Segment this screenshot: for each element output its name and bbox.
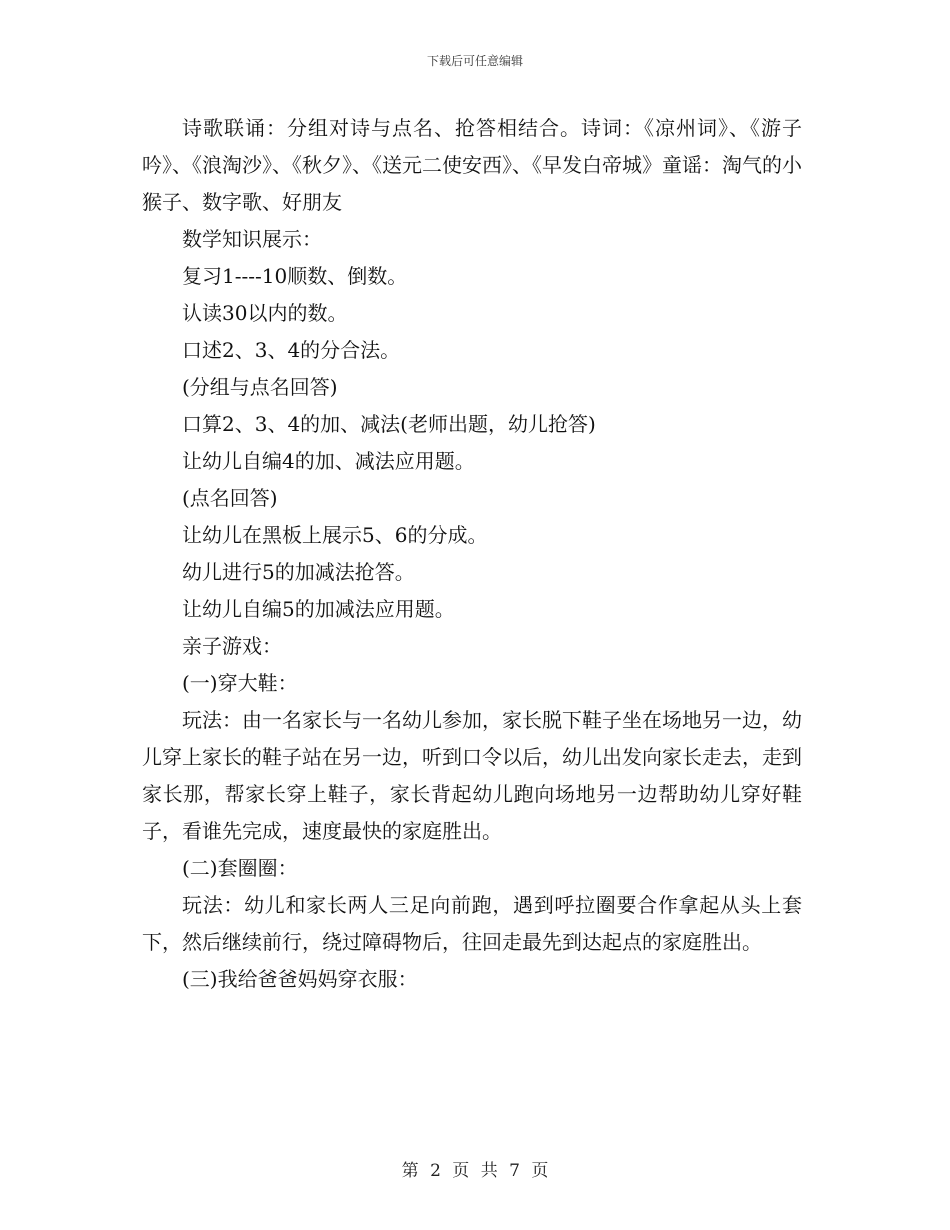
paragraph-game-2-rules: 玩法：幼儿和家长两人三足向前跑，遇到呼拉圈要合作拿起从头上套下，然后继续前行，绕过障碍物后，往回走最先到达起点的家庭胜出。 (142, 893, 802, 954)
paragraph-math-showcase-heading: 数学知识展示： (182, 227, 322, 251)
paragraph-self-made-problems-4: 让幼儿自编4的加、减法应用题。 (182, 449, 475, 473)
paragraph-game-3-title: (三)我给爸爸妈妈穿衣服： (182, 967, 418, 991)
paragraph-review-counting: 复习1----10顺数、倒数。 (182, 264, 408, 288)
paragraph-game-2-title: (二)套圈圈： (182, 856, 298, 880)
paragraph-game-1-title: (一)穿大鞋： (182, 671, 298, 695)
page-header: 下载后可任意编辑 (426, 54, 523, 68)
paragraph-roll-call-answer: (点名回答) (182, 486, 278, 510)
document-body (142, 110, 802, 998)
paragraph-self-made-problems-5: 让幼儿自编5的加减法应用题。 (182, 597, 455, 621)
paragraph-poetry-recital: 诗歌联诵：分组对诗与点名、抢答相结合。诗词：《凉州词》、《游子吟》、《浪淘沙》、《秋夕》、《送元二使安西》、《早发白帝城》童谣：淘气的小猴子、数字歌、好朋友 (142, 116, 802, 214)
paragraph-game-1-rules: 玩法：由一名家长与一名幼儿参加，家长脱下鞋子坐在场地另一边，幼儿穿上家长的鞋子站在另一边，听到口令以后，幼儿出发向家长走去，走到家长那，帮家长穿上鞋子，家长背起幼儿跑向场地另一边帮助幼儿穿好鞋子，看谁先完成，速度最快的家庭胜出。 (142, 708, 802, 843)
paragraph-quick-answer-5: 幼儿进行5的加减法抢答。 (182, 560, 415, 584)
paragraph-blackboard-showcase: 让幼儿在黑板上展示5、6的分成。 (182, 523, 488, 547)
paragraph-group-answer: (分组与点名回答) (182, 375, 338, 399)
paragraph-read-numbers: 认读30以内的数。 (182, 301, 348, 325)
paragraph-oral-composition: 口述2、3、4的分合法。 (182, 338, 401, 362)
paragraph-parent-child-games-heading: 亲子游戏： (182, 634, 282, 658)
page-footer: 第 2 页 共 7 页 (401, 1161, 549, 1181)
paragraph-mental-arithmetic: 口算2、3、4的加、减法(老师出题，幼儿抢答) (182, 412, 596, 436)
